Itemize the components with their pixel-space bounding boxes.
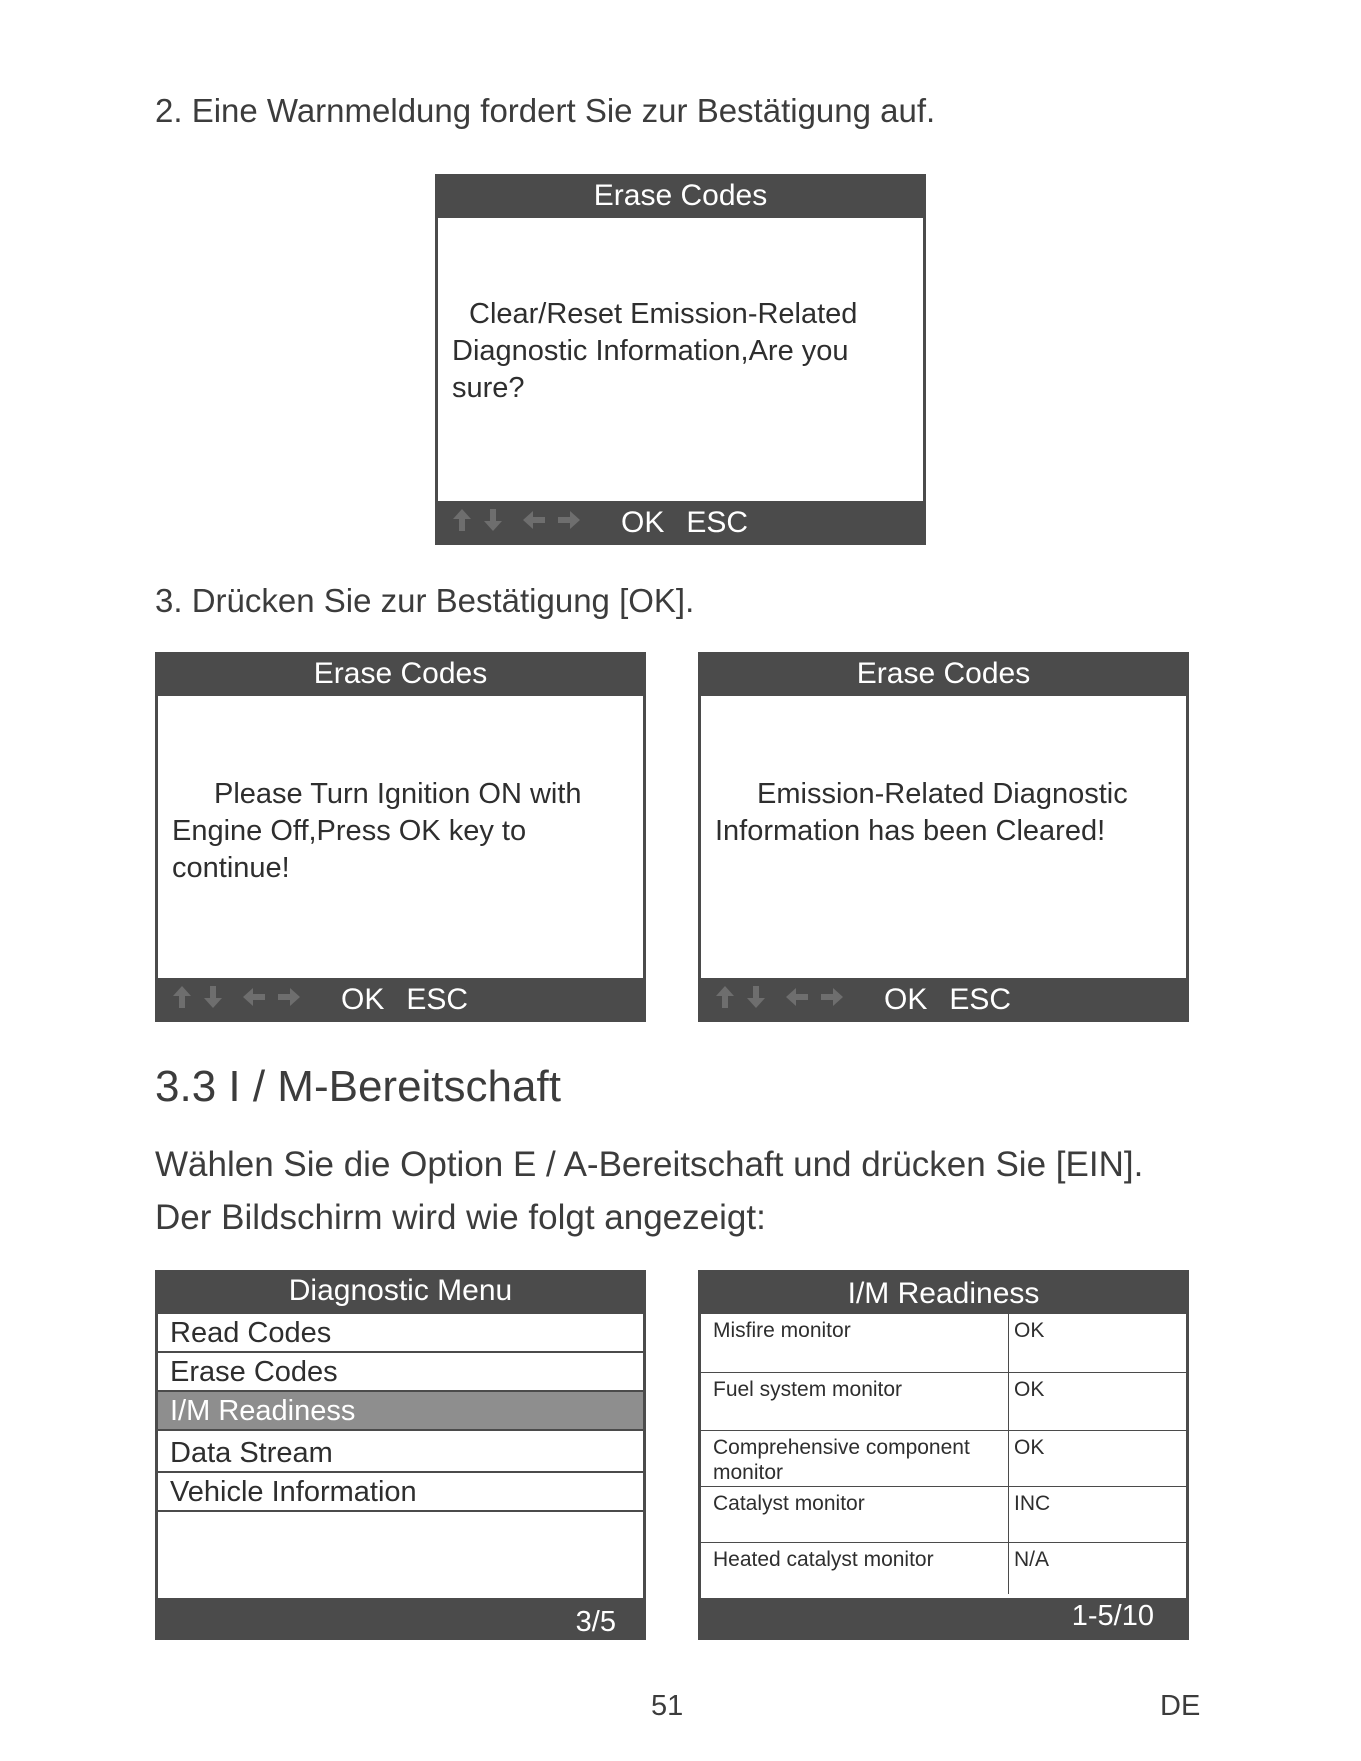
ok-label: OK (621, 506, 665, 539)
ok-esc-labels (341, 983, 468, 1017)
menu-item-read-codes[interactable]: Read Codes (158, 1314, 643, 1353)
esc-label: ESC (406, 983, 469, 1016)
im-readiness-screen (698, 1270, 1189, 1640)
screen-footer (155, 978, 646, 1022)
table-row (701, 1372, 1186, 1430)
screen-message: Clear/Reset Emission-Related Diagnostic Information,Are you sure? (452, 298, 858, 404)
ok-label: OK (341, 983, 385, 1016)
ok-label: OK (884, 983, 928, 1016)
arrow-down-icon (202, 984, 224, 1010)
arrow-down-icon (482, 507, 504, 533)
screen-title: I/M Readiness (847, 1277, 1040, 1310)
language-tag: DE (1160, 1690, 1201, 1722)
monitor-status: OK (1009, 1372, 1187, 1430)
ok-esc-labels (621, 506, 748, 540)
page-indicator: 3/5 (575, 1606, 616, 1638)
diagnostic-menu-screen (155, 1270, 646, 1640)
nav-arrows (171, 984, 302, 1010)
arrow-right-icon (276, 984, 302, 1010)
screen-footer (155, 1598, 646, 1640)
screen-footer (435, 501, 926, 545)
screen-title: Erase Codes (313, 657, 488, 690)
monitor-name: Heated catalyst monitor (713, 1547, 934, 1571)
table-row (701, 1486, 1186, 1542)
monitor-status: OK (1009, 1430, 1187, 1486)
erase-codes-ignition-screen (155, 652, 646, 1022)
readiness-table-body (701, 1314, 1186, 1598)
erase-codes-cleared-screen (698, 652, 1189, 1022)
menu-item-im-readiness[interactable]: I/M Readiness (158, 1392, 643, 1431)
nav-arrows (451, 507, 582, 533)
erase-codes-confirm-screen (435, 174, 926, 545)
arrow-up-icon (171, 984, 193, 1010)
menu-item-data-stream[interactable]: Data Stream (158, 1431, 643, 1473)
monitor-status: N/A (1009, 1542, 1187, 1594)
monitor-name: Misfire monitor (701, 1314, 1009, 1372)
screen-footer (698, 1598, 1189, 1640)
nav-arrows (714, 984, 845, 1010)
table-row (701, 1314, 1186, 1372)
table-row (701, 1542, 1186, 1594)
paragraph-line-1: Wählen Sie die Option E / A-Bereitschaft und drücken Sie [EIN]. (155, 1145, 1144, 1184)
arrow-right-icon (556, 507, 582, 533)
monitor-name: Fuel system monitor (701, 1372, 1009, 1430)
page-number: 51 (651, 1690, 684, 1722)
screen-body (158, 696, 643, 978)
menu-body (158, 1314, 643, 1598)
menu-item-vehicle-information[interactable]: Vehicle Information (158, 1473, 643, 1512)
step-3-text: 3. Drücken Sie zur Bestätigung [OK]. (155, 582, 695, 619)
arrow-left-icon (241, 984, 267, 1010)
screen-title: Diagnostic Menu (288, 1274, 513, 1307)
arrow-left-icon (521, 507, 547, 533)
menu-item-erase-codes[interactable]: Erase Codes (158, 1353, 643, 1392)
page-indicator: 1-5/10 (1071, 1600, 1154, 1632)
monitor-status: INC (1009, 1486, 1187, 1542)
screen-message: Emission-Related Diagnostic Information has been Cleared! (715, 778, 1128, 847)
screen-title: Erase Codes (593, 179, 768, 212)
section-heading: 3.3 I / M-Bereitschaft (155, 1062, 561, 1111)
arrow-down-icon (745, 984, 767, 1010)
arrow-right-icon (819, 984, 845, 1010)
monitor-name: Comprehensive component monitor (701, 1430, 1009, 1486)
esc-label: ESC (949, 983, 1012, 1016)
screen-title: Erase Codes (856, 657, 1031, 690)
screen-body (701, 696, 1186, 978)
arrow-up-icon (714, 984, 736, 1010)
screen-message: Please Turn Ignition ON with Engine Off,Press OK key to continue! (172, 778, 582, 884)
screen-footer (698, 978, 1189, 1022)
monitor-name: Catalyst monitor (701, 1486, 1009, 1542)
screen-body (438, 218, 923, 501)
readiness-table (701, 1314, 1186, 1594)
table-row (701, 1430, 1186, 1486)
ok-esc-labels (884, 983, 1011, 1017)
monitor-status: OK (1009, 1314, 1187, 1372)
esc-label: ESC (686, 506, 749, 539)
paragraph-line-2: Der Bildschirm wird wie folgt angezeigt: (155, 1198, 766, 1237)
arrow-left-icon (784, 984, 810, 1010)
arrow-up-icon (451, 507, 473, 533)
step-2-text: 2. Eine Warnmeldung fordert Sie zur Bestätigung auf. (155, 92, 936, 129)
